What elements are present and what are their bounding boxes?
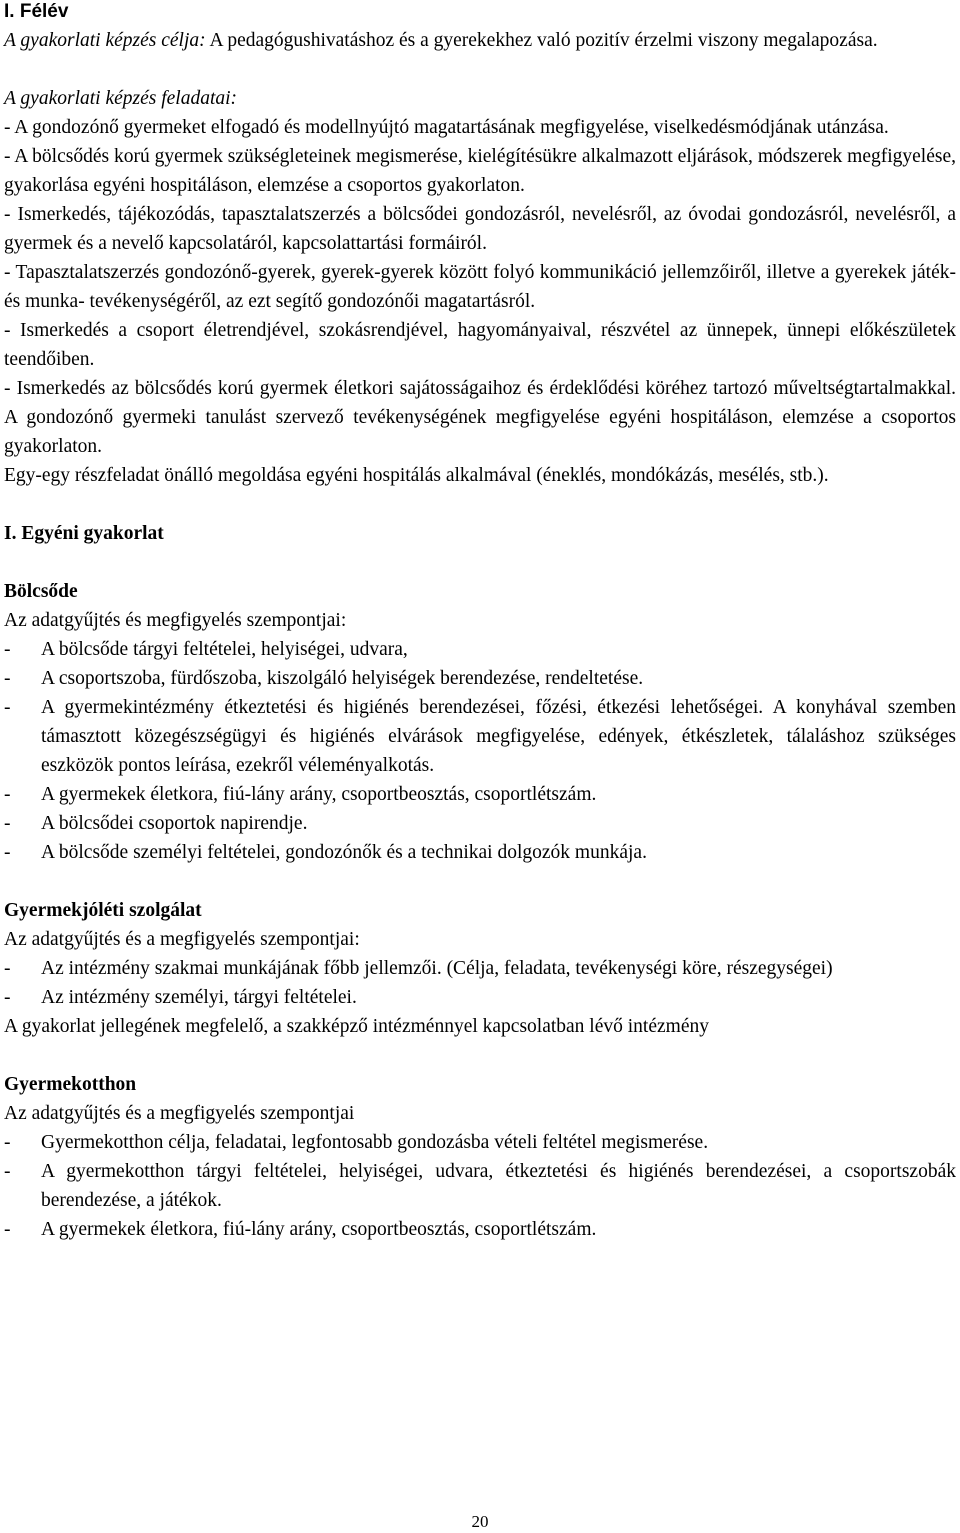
list-item: - Gyermekotthon célja, feladatai, legfontosabb gondozásba vételi feltétel megismerése. bbox=[4, 1128, 956, 1157]
section-intro: Az adatgyűjtés és megfigyelés szempontjai: bbox=[4, 610, 347, 631]
task-item: - A gondozónő gyermeket elfogadó és modellnyújtó magatartásának megfigyelése, viselkedésmódjának utánzása. bbox=[4, 117, 889, 138]
list-item: - Az intézmény szakmai munkájának főbb jellemzői. (Célja, feladata, tevékenységi köre, részegységei) bbox=[4, 954, 956, 983]
section-intro: Az adatgyűjtés és a megfigyelés szempontjai bbox=[4, 1103, 355, 1124]
individual-practice-heading: I. Egyéni gyakorlat bbox=[4, 523, 164, 544]
list-item: - Az intézmény személyi, tárgyi feltételei. bbox=[4, 983, 956, 1012]
task-item: - Ismerkedés, tájékozódás, tapasztalatszerzés a bölcsődei gondozásról, nevelésről, az óvodai gondozásról, nevelésről, a gyermek és a nevelő kapcsolatáról, kapcsolattartási formáiról. bbox=[4, 204, 956, 254]
section-title: Bölcsőde bbox=[4, 581, 78, 602]
section-nursery bbox=[4, 577, 956, 867]
goal-text: A pedagógushivatáshoz és a gyerekekhez való pozitív érzelmi viszony megalapozása. bbox=[209, 30, 878, 51]
list-item: - A bölcsőde személyi feltételei, gondozónők és a technikai dolgozók munkája. bbox=[4, 838, 956, 867]
list-item: - A csoportszoba, fürdőszoba, kiszolgáló helyiségek berendezése, rendeltetése. bbox=[4, 664, 956, 693]
document-page bbox=[4, 0, 956, 1244]
section-title: Gyermekjóléti szolgálat bbox=[4, 900, 202, 921]
task-item: - Ismerkedés az bölcsődés korú gyermek életkori sajátosságaihoz és érdeklődési köréhez tartozó műveltségtartalmakkal. A gondozónő gyermeki tanulást szervező tevékenységének megfigyelése egyéni hospitáláson, elemzése a csoportos gyakorlaton. bbox=[4, 378, 956, 457]
goal-label: A gyakorlati képzés célja: bbox=[4, 30, 206, 51]
page-number: 20 bbox=[471, 1512, 489, 1531]
section-title: Gyermekotthon bbox=[4, 1074, 137, 1095]
semester-heading: I. Félév bbox=[4, 1, 69, 22]
list-item: - A gyermekek életkora, fiú-lány arány, csoportbeosztás, csoportlétszám. bbox=[4, 1215, 956, 1244]
task-item: - A bölcsődés korú gyermek szükségleteinek megismerése, kielégítésükre alkalmazott eljárások, módszerek megfigyelése, gyakorlása egyéni hospitáláson, elemzése a csoportos gyakorlaton. bbox=[4, 146, 956, 196]
section-childrens-home bbox=[4, 1070, 956, 1244]
task-item: - Tapasztalatszerzés gondozónő-gyerek, gyerek-gyerek között folyó kommunikáció jellemzőiről, illetve a gyerekek játék- és munka- tevékenységéről, az ezt segítő gondozónői magatartásról. bbox=[4, 262, 956, 312]
list-item: - A bölcsődei csoportok napirendje. bbox=[4, 809, 956, 838]
task-item: Egy-egy részfeladat önálló megoldása egyéni hospitálás alkalmával (éneklés, mondókázás, mesélés, stb.). bbox=[4, 465, 829, 486]
list-item: - A gyermekintézmény étkeztetési és higiénés berendezései, főzési, étkezési lehetőségei. A konyhával szemben támasztott közegészségügyi és higiénés elvárások megfigyelése, edények, étkészletek, tálaláshoz szükséges eszközök pontos leírása, ezekről véleményalkotás. bbox=[4, 693, 956, 780]
section-child-welfare bbox=[4, 896, 956, 1041]
goal-paragraph bbox=[4, 26, 956, 55]
tasks-label: A gyakorlati képzés feladatai: bbox=[4, 88, 238, 109]
criteria-list bbox=[4, 954, 956, 1012]
list-item: - A gyermekek életkora, fiú-lány arány, csoportbeosztás, csoportlétszám. bbox=[4, 780, 956, 809]
section-intro: Az adatgyűjtés és a megfigyelés szempontjai: bbox=[4, 929, 360, 950]
criteria-list bbox=[4, 1128, 956, 1244]
list-item: - A bölcsőde tárgyi feltételei, helyiségei, udvara, bbox=[4, 635, 956, 664]
section-note: A gyakorlat jellegének megfelelő, a szakképző intézménnyel kapcsolatban lévő intézmény bbox=[4, 1016, 709, 1037]
criteria-list bbox=[4, 635, 956, 867]
list-item: - A gyermekotthon tárgyi feltételei, helyiségei, udvara, étkeztetési és higiénés berendezései, a csoportszobák berendezése, a játékok. bbox=[4, 1157, 956, 1215]
task-item: - Ismerkedés a csoport életrendjével, szokásrendjével, hagyományaival, részvétel az ünnepek, ünnepi előkészületek teendőiben. bbox=[4, 320, 956, 370]
